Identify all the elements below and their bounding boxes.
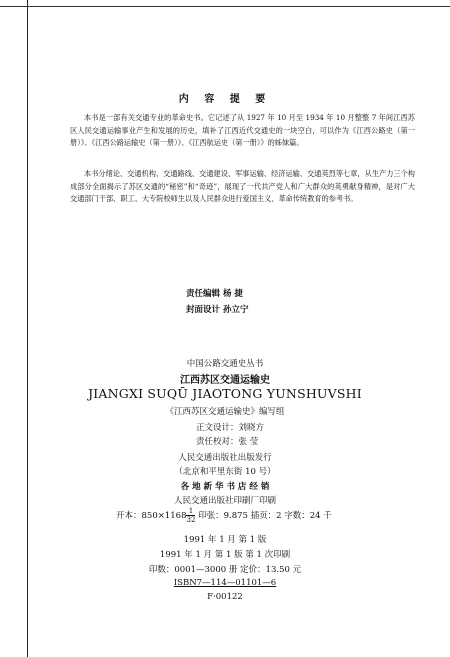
distributor: 各 地 新 华 书 店 经 销 <box>180 482 270 492</box>
publisher: 人民交通出版社出版发行 <box>178 453 272 463</box>
format-fraction-num: 1 <box>186 507 195 516</box>
classification-code: F·00122 <box>207 592 243 602</box>
format-prefix: 开本：850×1168 <box>116 511 187 521</box>
text-designer: 正文设计：刘晓方 <box>196 423 265 433</box>
proofreader: 责任校对：张 莹 <box>196 437 259 447</box>
responsible-editor: 责任编辑 杨 捷 <box>186 289 243 299</box>
series-name: 中国公路交通史丛书 <box>186 359 264 369</box>
page-edge-top <box>0 6 450 7</box>
format-details: 印张：9.875 插页：2 字数：24 千 <box>195 511 332 521</box>
print-count-price: 印数：0001—3000 册 定价：13.50 元 <box>148 565 302 575</box>
summary-heading: 内 容 提 要 <box>178 94 272 105</box>
book-title: 江西苏区交通运输史 <box>180 375 270 386</box>
summary-paragraph-2: 本书分绪论、交通机构、交通路线、交通建设、军事运输、经济运输、交通英烈等七章，从生产力三个构成部分全面揭示了苏区交通的“秘密”和“奇迹”，展现了一代共产党人和广大群众的英勇献身精神，是对广大交通部门干部、职工、大专院校师生以及人民群众进行爱国主义、革命传统教育的参考书。 <box>70 169 415 203</box>
format-fraction-den: 32 <box>186 516 196 524</box>
compiler: 《江西苏区交通运输史》编写组 <box>165 407 285 417</box>
publisher-address: （北京和平里东街 10 号） <box>174 467 276 477</box>
book-title-pinyin: JIANGXI SUQŪ JIAOTONG YUNSHUVSHI <box>88 386 362 401</box>
first-printing: 1991 年 1 月 第 1 版 第 1 次印刷 <box>159 550 291 560</box>
cover-designer: 封面设计 孙立宁 <box>186 305 249 315</box>
isbn: ISBN7—114—01101—6 <box>173 578 277 588</box>
format-line <box>116 507 332 524</box>
first-edition: 1991 年 1 月 第 1 版 <box>183 535 267 545</box>
summary-paragraph-1: 本书是一部有关交通专业的革命史书。它记述了从 1927 年 10 月至 1934 年 10 月整整 7 年间江西苏区人民交通运输事业产生和发展的历史，填补了江西近代交通史的一块空白，可以作为《江西公路史（第一册）》、《江西公路运输史（第一册）》、《江西航运史（第一册）》的姊妹篇。 <box>70 113 415 147</box>
printer: 人民交通出版社印刷厂印刷 <box>173 496 276 506</box>
